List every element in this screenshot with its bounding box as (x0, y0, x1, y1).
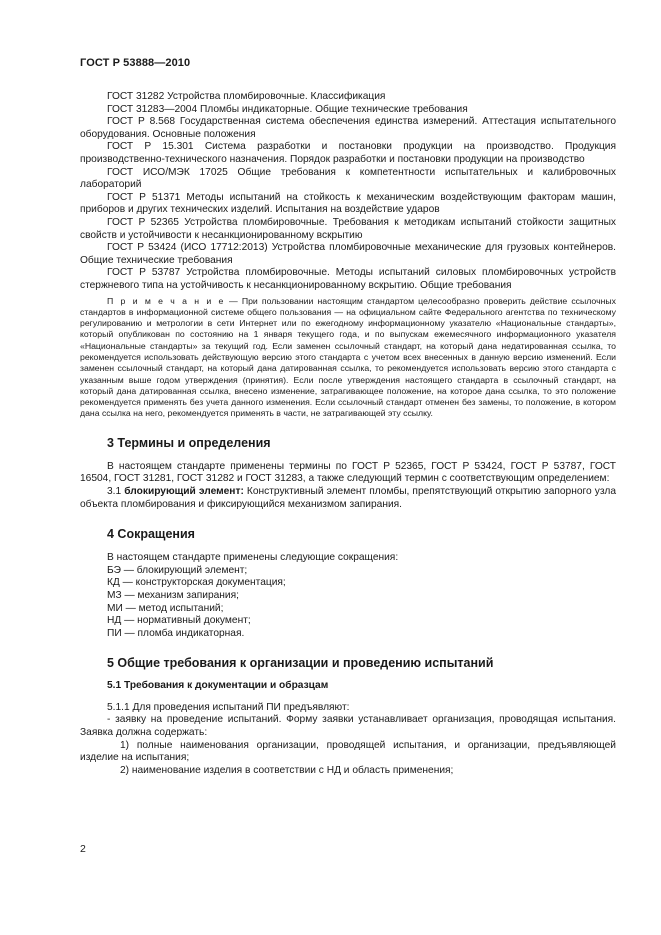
reference-item: ГОСТ Р 52365 Устройства пломбировочные. Требования к методикам испытаний стойкости защитных свойств и устойчивости к несанкционированному вскрытию (80, 216, 616, 241)
references-list (80, 91, 616, 293)
term-text: Конструктивный элемент пломбы, препятствующий открытию запорного узла объекта пломбирования и фиксирующийся механизмом запирания. (80, 485, 616, 510)
reference-item: ГОСТ Р 8.568 Государственная система обеспечения единства измерений. Аттестация испытательного оборудования. Основные положения (80, 116, 616, 140)
abbreviation-item: МИ — метод испытаний; (107, 602, 224, 614)
document-header: ГОСТ Р 53888—2010 (80, 57, 191, 69)
abbreviation-item: КД — конструкторская документация; (107, 577, 286, 589)
section-4-heading: 4 Сокращения (107, 527, 195, 542)
abbreviation-item: ПИ — пломба индикаторная. (107, 627, 245, 639)
section-3-intro: В настоящем стандарте применены термины по ГОСТ Р 52365, ГОСТ Р 53424, ГОСТ Р 53787, ГОСТ 16504, ГОСТ 31281, ГОСТ 31282 и ГОСТ 31283, а также следующий термин с соответствующим определением: (80, 460, 616, 485)
list-subitem-2: 2) наименование изделия в соответствии с НД и область применения; (120, 764, 454, 776)
term-definition (80, 486, 616, 511)
list-item-application: - заявку на проведение испытаний. Форму заявки устанавливает организация, проводящая испытания. Заявка должна содержать: (80, 714, 616, 739)
reference-item: ГОСТ Р 51371 Методы испытаний на стойкость к механическим воздействующим факторам машин, приборов и других технических изделий. Испытания на воздействие ударов (80, 191, 616, 216)
section-3-heading: 3 Термины и определения (107, 435, 271, 450)
note-label: П р и м е ч а н и е (107, 295, 225, 306)
section-5-heading: 5 Общие требования к организации и проведению испытаний (107, 656, 494, 671)
term-name: блокирующий элемент: (124, 485, 244, 497)
section-4-intro: В настоящем стандарте применены следующие сокращения: (107, 552, 399, 564)
reference-item: ГОСТ 31283—2004 Пломбы индикаторные. Общие технические требования (107, 103, 468, 115)
abbreviation-item: НД — нормативный документ; (107, 615, 251, 627)
reference-item: ГОСТ Р 53424 (ИСО 17712:2013) Устройства пломбировочные механические для грузовых контейнеров. Общие технические требования (80, 242, 616, 266)
abbreviation-item: МЗ — механизм запирания; (107, 589, 239, 601)
note-paragraph (80, 296, 616, 420)
abbreviation-item: БЭ — блокирующий элемент; (107, 564, 248, 576)
reference-item: ГОСТ Р 53787 Устройства пломбировочные. Методы испытаний силовых пломбировочных устройств стержневого типа на устойчивость к несанкционированному вскрытию. Общие требования (80, 267, 616, 291)
reference-item: ГОСТ Р 15.301 Система разработки и постановки продукции на производство. Продукция производственно-технического назначения. Порядок разработки и постановки продукции на производство (80, 141, 616, 165)
note-text: — При пользовании настоящим стандартом целесообразно проверить действие ссылочных стандартов в информационной системе общего пользования — на официальном сайте Федерального агентства по техническому регулированию и метрологии в сети Интернет или по ежегодному информационному указателю «Национальные стандарты», который опубликован по состоянию на 1 января текущего года, и по выпускам ежемесячного информационного указателя «Национальные стандарты» за текущий год. Если заменен ссылочный стандарт, на который дана недатированная ссылка, то рекомендуется использовать действующую версию этого стандарта с учетом всех внесенных в данную версию изменений. Если заменен ссылочный стандарт, на который дана датированная ссылка, то рекомендуется использовать версию этого стандарта с указанным выше годом утверждения (принятия). Если после утверждения настоящего стандарта в ссылочный стандарт, на который дана датированная ссылка, внесено изменение, затрагивающее положение, на которое дана ссылка, то это положение рекомендуется применять без учета данного изменения. Если ссылочный стандарт отменен без замены, то положение, в котором дана ссылка на него, рекомендуется применять в части, не затрагивающей эту ссылку. (80, 295, 616, 419)
page-number: 2 (80, 843, 86, 855)
list-subitem-1: 1) полные наименования организации, проводящей испытания, и организации, предъявляющей изделие на испытания; (80, 739, 616, 764)
paragraph-5-1-1: 5.1.1 Для проведения испытаний ПИ предъявляют: (107, 701, 350, 713)
document-body (80, 91, 616, 777)
term-number: 3.1 (107, 485, 125, 497)
subsection-5-1-heading: 5.1 Требования к документации и образцам (107, 680, 329, 692)
reference-item: ГОСТ ИСО/МЭК 17025 Общие требования к компетентности испытательных и калибровочных лабораторий (80, 166, 616, 191)
reference-item: ГОСТ 31282 Устройства пломбировочные. Классификация (107, 91, 386, 102)
